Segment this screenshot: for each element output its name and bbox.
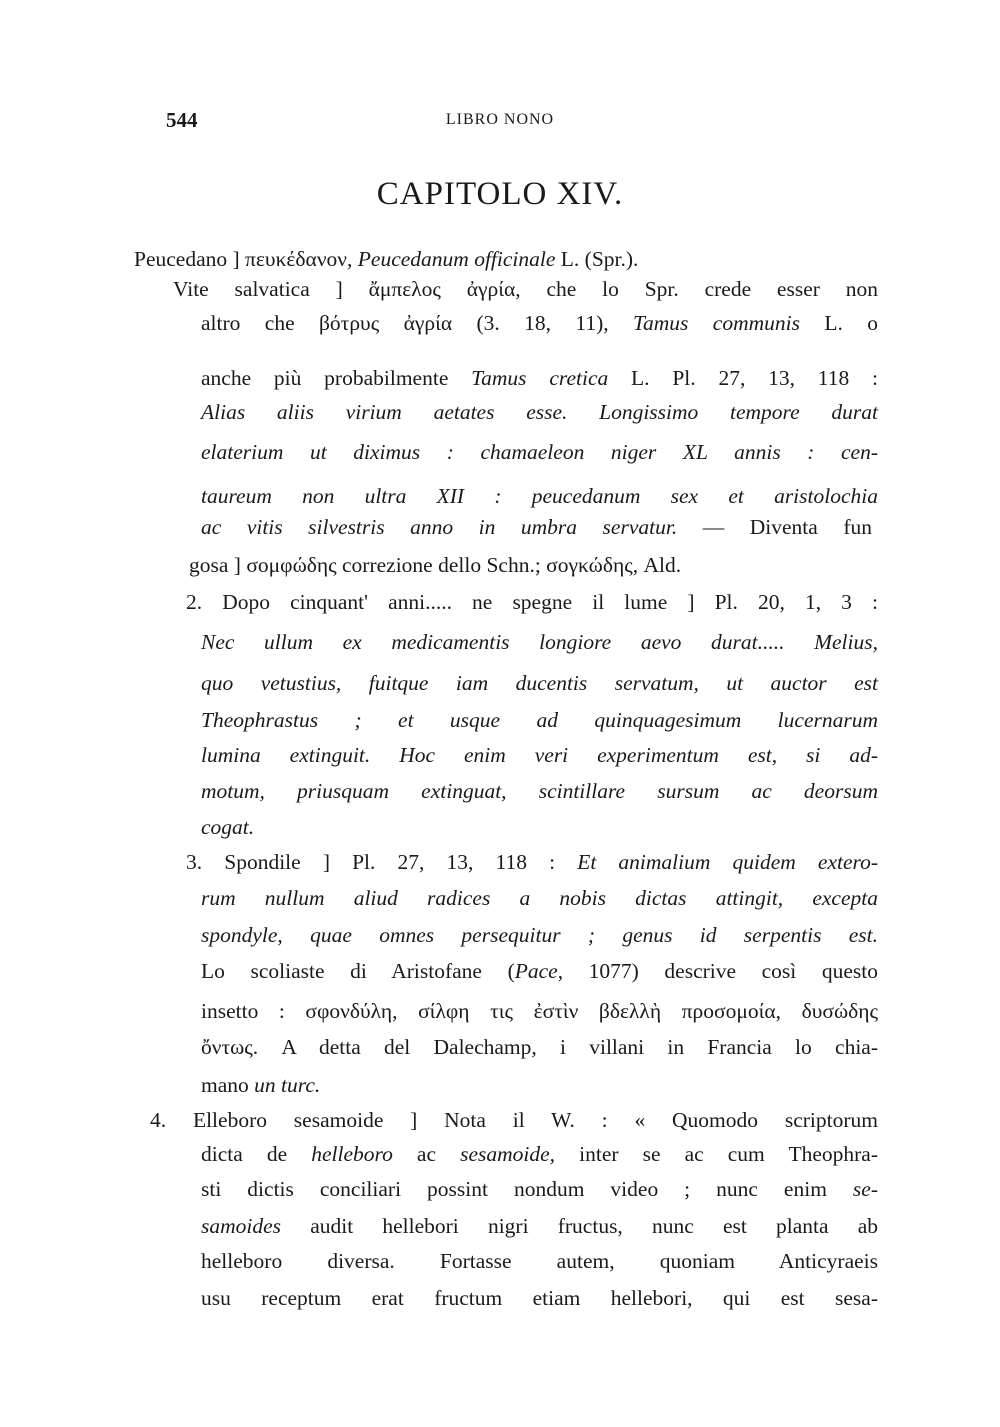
text-line [201, 1068, 373, 1102]
italic-span: motum, priusquam extinguat, scintillare sursum ac deorsum [201, 779, 878, 803]
text-span: 2. Dopo cinquant' anni..... ne spegne il lume ] Pl. 20, 1, 3 : [186, 590, 878, 614]
text-span: — Diventa fun [677, 515, 872, 539]
text-span: Lo scoliaste di Aristofane ( [201, 959, 515, 983]
text-span: sti dictis conciliari possint nondum video ; nunc enim [201, 1177, 853, 1201]
text-span: 3. Spondile ] Pl. 27, 13, 118 : [186, 850, 578, 874]
running-title: LIBRO NONO [445, 111, 555, 128]
text-line [201, 994, 878, 1028]
chapter-title: CAPITOLO XIV. [376, 176, 624, 212]
italic-span: Alias aliis virium aetates esse. Longissimo tempore durat [201, 400, 878, 424]
text-line [173, 272, 878, 306]
italic-span: cogat. [201, 815, 255, 839]
text-line [201, 435, 878, 469]
text-span: altro che βότρυς ἀγρία (3. 18, 11), [201, 311, 634, 335]
text-line [201, 395, 878, 429]
italic-span: Theophrastus ; et usque ad quinquagesimum lucernarum [201, 708, 878, 732]
text-span: audit hellebori nigri fructus, nunc est planta ab [281, 1214, 878, 1238]
italic-span: un turc. [254, 1073, 321, 1097]
italic-span: samoides [201, 1214, 282, 1238]
text-span: , 1077) descrive così questo [557, 959, 878, 983]
text-span: Vite salvatica ] ἄμπελος ἀγρία, che lo Spr. crede esser non [173, 277, 878, 301]
text-line [201, 666, 878, 700]
italic-span: Peucedanum officinale [357, 247, 556, 271]
italic-span: se- [852, 1177, 878, 1201]
italic-span: quo vetustius, fuitque iam ducentis servatum, ut auctor est [201, 671, 878, 695]
text-line [201, 1172, 878, 1206]
italic-span: Pace [514, 959, 558, 983]
italic-span: Tamus communis [633, 311, 800, 335]
text-span: usu receptum erat fructum etiam hellebori, qui est sesa- [201, 1286, 878, 1310]
text-line [201, 1137, 878, 1171]
text-line [201, 738, 878, 772]
text-line [201, 510, 872, 544]
text-line [201, 625, 878, 659]
text-line [201, 1244, 878, 1278]
text-line [201, 479, 878, 513]
italic-span: spondyle, quae omnes persequitur ; genus id serpentis est. [201, 923, 878, 947]
text-span: Peucedano ] πευκέδανον, [134, 247, 358, 271]
text-span: mano [201, 1073, 255, 1097]
text-line [150, 1103, 878, 1137]
text-span: anche più probabilmente [201, 366, 472, 390]
text-span: insetto : σφονδύλη, σίλφη τις ἐστὶν βδελλὴ προσομοία, δυσώδης [201, 999, 878, 1023]
italic-span: Et animalium quidem extero- [577, 850, 879, 874]
text-line [186, 585, 878, 619]
italic-span: rum nullum aliud radices a nobis dictas attingit, excepta [201, 886, 878, 910]
italic-span: sesamoide, [460, 1142, 556, 1166]
italic-span: Tamus cretica [471, 366, 609, 390]
text-span: dicta de [201, 1142, 312, 1166]
text-span: L. Pl. 27, 13, 118 : [608, 366, 878, 390]
text-span: inter se ac cum Theophra- [555, 1142, 878, 1166]
text-line [186, 845, 878, 879]
text-line [201, 918, 878, 952]
text-span: helleboro diversa. Fortasse autem, quoniam Anticyraeis [201, 1249, 878, 1273]
text-line [201, 1030, 878, 1064]
running-head [0, 108, 1000, 138]
text-line [201, 954, 878, 988]
text-span: ὄντως. A detta del Dalechamp, i villani in Francia lo chia- [201, 1035, 878, 1059]
text-line [134, 242, 812, 276]
text-span: L. (Spr.). [555, 247, 639, 271]
text-line [189, 548, 824, 582]
italic-span: taureum non ultra XII : peucedanum sex et aristolochia [201, 484, 878, 508]
text-line [201, 774, 878, 808]
text-line [201, 810, 262, 844]
text-line [201, 361, 878, 395]
italic-span: Nec ullum ex medicamentis longiore aevo durat..... Melius, [201, 630, 878, 654]
text-span: gosa ] σομφώδης correzione dello Schn.; σογκώδης, Ald. [189, 553, 682, 577]
italic-span: lumina extinguit. Hoc enim veri experimentum est, si ad- [201, 743, 878, 767]
text-span: 4. Elleboro sesamoide ] Nota il W. : « Quomodo scriptorum [150, 1108, 878, 1132]
text-span: L. o [799, 311, 878, 335]
text-line [201, 1209, 878, 1243]
text-line [201, 1281, 878, 1315]
text-line [201, 306, 878, 340]
page-number: 544 [166, 108, 198, 132]
text-span: ac [392, 1142, 461, 1166]
italic-span: elaterium ut diximus : chamaeleon niger XL annis : cen- [201, 440, 878, 464]
italic-span: helleboro [311, 1142, 393, 1166]
italic-span: ac vitis silvestris anno in umbra servatur. [201, 515, 678, 539]
text-line [201, 703, 878, 737]
text-line [201, 881, 878, 915]
